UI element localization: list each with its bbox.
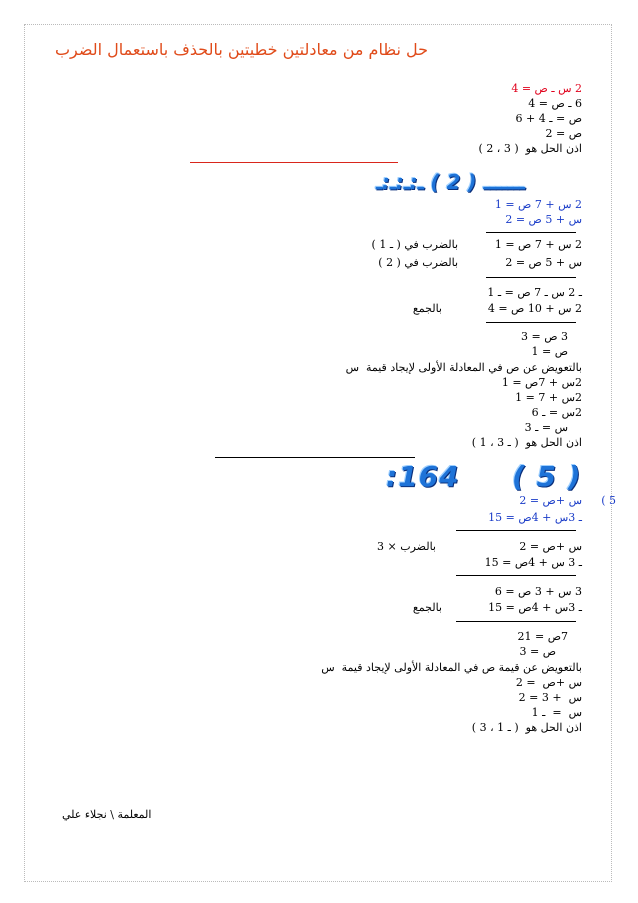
page-title: حل نظام من معادلتين خطيتين بالحذف باستعمال الضرب	[54, 40, 428, 59]
rule	[486, 322, 576, 323]
ex3-result-2: ص = 3	[519, 645, 556, 658]
teacher-signature: المعلمة \ نجلاء علي	[62, 808, 152, 821]
separator-red	[190, 162, 398, 163]
ex2-result-1: 3 ص = 3	[520, 330, 568, 343]
ex3-step2-eq2: ـ 3س + 4ص = 15	[488, 601, 582, 614]
ex3-step1-eq2: ـ 3 س + 4ص = 15	[484, 556, 582, 569]
ex2-eq1: 2 س + 7 ص = 1	[494, 198, 582, 211]
ex3-step2-note: بالجمع	[412, 601, 442, 614]
ex2-eq2: س + 5 ص = 2	[505, 213, 582, 226]
ex3-subst-3: س = ـ 1	[531, 706, 582, 719]
ex3-answer: اذن الحل هو ( ـ 1 ، 3 )	[471, 721, 582, 734]
rule	[456, 530, 576, 531]
ex3-label: 5 )	[601, 494, 616, 507]
ex2-subst-3: 2س = ـ 6	[531, 406, 582, 419]
ex2-subst-note: بالتعويض عن ص في المعادلة الأولى لإيجاد قيمة س	[345, 361, 582, 374]
ex3-step1-note: بالضرب × 3	[377, 540, 436, 553]
ex3-result-1: 7ص = 21	[517, 630, 568, 643]
rule	[456, 575, 576, 576]
ex1-answer: اذن الحل هو ( 3 ، 2 )	[478, 142, 582, 155]
ex2-step1-eq2: س + 5 ص = 2	[505, 256, 582, 269]
ex2-step1-note2: بالضرب في ( 2 )	[378, 256, 458, 269]
ex3-eq2: ـ 3س + 4ص = 15	[488, 511, 582, 524]
ex1-line-3: ص = ـ 4 + 6	[515, 112, 582, 125]
ex2-step2-eq2: 2 س + 10 ص = 4	[487, 302, 582, 315]
ex2-subst-1: 2س + 7ص = 1	[501, 376, 582, 389]
ex2-subst-2: 2س + 7 = 1	[515, 391, 582, 404]
rule	[456, 621, 576, 622]
ex1-line-4: ص = 2	[545, 127, 582, 140]
ex2-step2-eq1: ـ 2 س ـ 7 ص = ـ 1	[487, 286, 582, 299]
banner-exercise-5: ( 5 )	[512, 460, 582, 493]
ex3-subst-note: بالتعويض عن قيمة ص في المعادلة الأولى لإيجاد قيمة س	[321, 661, 582, 674]
banner-exercise-2: ـــــــ ( 2 ) ـ:ـ:ـ:ـ	[376, 170, 525, 194]
rule	[486, 232, 576, 233]
ex2-step1-eq1: 2 س + 7 ص = 1	[494, 238, 582, 251]
ex2-step1-note1: بالضرب في ( ـ 1 )	[371, 238, 458, 251]
ex1-line-2: 6 ـ ص = 4	[528, 97, 582, 110]
ex3-subst-1: س +ص = 2	[515, 676, 582, 689]
ex1-line-1: 2 س ـ ص = 4	[511, 82, 582, 95]
ex2-step2-note: بالجمع	[412, 302, 442, 315]
ex2-answer: اذن الحل هو ( ـ 3 ، 1 )	[471, 436, 582, 449]
ex2-result-2: ص = 1	[531, 345, 568, 358]
rule	[486, 277, 576, 278]
ex3-step2-eq1: 3 س + 3 ص = 6	[494, 585, 582, 598]
separator-black	[215, 457, 415, 458]
ex3-eq1: س +ص = 2	[519, 494, 582, 507]
ex3-subst-2: س + 3 = 2	[518, 691, 582, 704]
ex3-step1-eq1: س +ص = 2	[519, 540, 582, 553]
banner-page-number: :164	[386, 460, 460, 493]
ex2-subst-4: س = ـ 3	[524, 421, 568, 434]
